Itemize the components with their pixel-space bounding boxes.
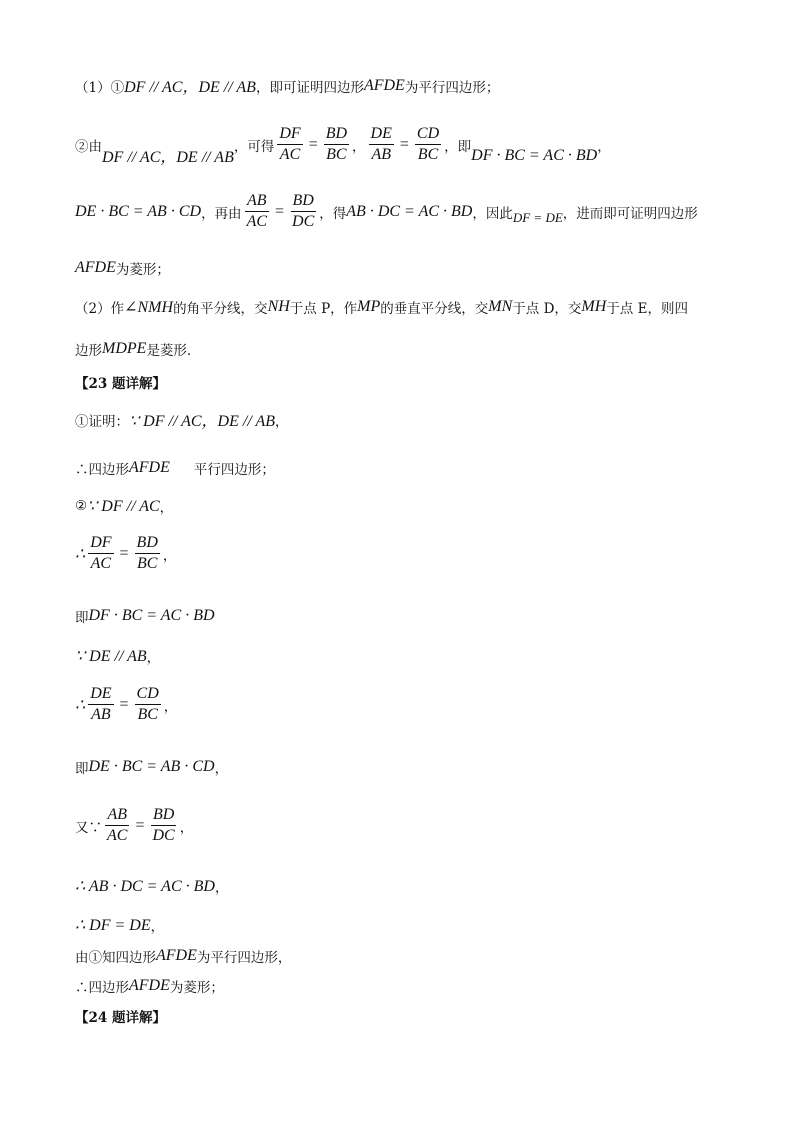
proof-line-3 [75, 496, 173, 516]
proof-line-12 [75, 946, 291, 966]
math: ∵ DF // AC，DE // AB [129, 413, 276, 430]
math: DE · BC = AB · CD [88, 758, 215, 775]
text: 又∵ [75, 819, 102, 836]
text: ， [179, 819, 194, 836]
fraction: $\frac{AB}{AC}$ [107, 806, 128, 844]
fraction: $\frac{BD}{BC}$ [136, 534, 158, 572]
math: MN [488, 298, 513, 315]
text: 的角平分线，交 [173, 301, 268, 317]
fraction: $\frac{AB}{AC}$ [246, 192, 268, 230]
proof-line-10 [75, 876, 228, 896]
text: ， [159, 500, 174, 516]
text: ，得 [319, 205, 347, 222]
math: MDPE [102, 340, 147, 357]
text: 即 [75, 610, 89, 626]
proof-line-8 [75, 757, 228, 777]
text: 的垂直平分线，交 [380, 301, 489, 317]
text: ，即可证明四边形 [255, 79, 364, 96]
fraction: $\frac{DE}{AB}$ [90, 685, 112, 723]
text: 为菱形； [169, 980, 224, 996]
proof-line-4: ∴ $\frac{DF}{AC}$ = $\frac{BD}{BC}$ ， [75, 534, 177, 572]
text: ， [214, 761, 229, 777]
text: ，因此 [472, 205, 513, 222]
text: ② [75, 498, 88, 514]
text: ， [163, 698, 178, 715]
text: ∴四边形 [75, 980, 129, 996]
proof-line-11 [75, 915, 164, 935]
text: ， [275, 413, 289, 430]
proof-line-2 [75, 458, 275, 478]
text: ， [162, 547, 177, 564]
math: DF // AC，DE // AB [124, 79, 256, 96]
math: AFDE [363, 76, 405, 94]
proof-line-5 [75, 606, 215, 626]
text: ， [150, 919, 165, 935]
text: ∴四边形 [75, 462, 129, 478]
text: 由①知四边形 [75, 950, 156, 966]
fraction: $\frac{BD}{BC}$ [325, 125, 348, 163]
proof-line-6 [75, 646, 160, 666]
text: ，进而即可证明四边形 [562, 205, 698, 222]
text: ， [146, 650, 161, 666]
fraction: $\frac{DF}{AC}$ [279, 125, 301, 163]
math: AFDE [129, 459, 170, 476]
proof-line-1 [75, 408, 289, 431]
math: ∴ [75, 696, 86, 714]
text: （2）作 [75, 301, 125, 317]
math: DE · BC = AB · CD [75, 202, 202, 220]
text: 为菱形； [115, 262, 170, 278]
proof-line-7: ∴ $\frac{DE}{AB}$ = $\frac{CD}{BC}$ ， [75, 685, 178, 723]
text: ①证明： [75, 413, 129, 430]
math: AFDE [129, 977, 170, 994]
section-24-heading: 【24 题详解】 [75, 1010, 166, 1026]
text: ， [597, 138, 611, 155]
math: DF · BC = AC · BD [88, 607, 215, 624]
fraction: $\frac{DF}{AC}$ [90, 534, 112, 572]
section-23-heading: 【23 题详解】 [75, 376, 166, 392]
text: ②由 [75, 138, 102, 155]
text: ，即 [444, 138, 472, 155]
text: 为平行四边形； [404, 79, 500, 96]
math: MP [357, 298, 381, 315]
fraction: $\frac{BD}{DC}$ [292, 192, 315, 230]
analysis-line-6 [75, 339, 191, 359]
text: 是菱形. [146, 343, 192, 359]
math: DF = DE [512, 209, 563, 225]
text: 于点 P，作 [289, 301, 358, 317]
analysis-line-3: DE · BC = AB · CD ，再由 $\frac{AB}{AC}$ = $\frac{BD}{DC}$ ，得 AB · DC = AC · BD ，因此 DF = DE ，进而即可证明四边形 [75, 192, 698, 230]
math: AB · DC = AC · BD [346, 202, 473, 220]
text: 平行四边形； [193, 462, 275, 478]
math: ∴ DF = DE [75, 917, 151, 934]
fraction: $\frac{CD}{BC}$ [136, 685, 159, 723]
analysis-line-5 [75, 297, 688, 317]
proof-line-13 [75, 976, 224, 996]
analysis-line-4 [75, 258, 170, 278]
math: ∴ AB · DC = AC · BD [75, 878, 215, 895]
math: ∠NMH [124, 299, 174, 316]
math: AFDE [156, 947, 197, 964]
analysis-line-1 [75, 74, 499, 97]
text: 为平行四边形， [196, 950, 292, 966]
text: ， [352, 138, 366, 155]
text: ，可得 [233, 138, 275, 155]
math: NH [267, 298, 290, 315]
text: 于点 E，则四 [606, 301, 688, 317]
text: （1）① [75, 79, 125, 96]
text: ， [214, 880, 229, 896]
math: ∵ DF // AC [87, 498, 160, 515]
fraction: $\frac{BD}{DC}$ [152, 806, 175, 844]
text: 于点 D，交 [512, 301, 582, 317]
math: DF // AC，DE // AB [102, 149, 234, 166]
math: DF · BC = AC · BD [471, 146, 598, 164]
fraction: $\frac{CD}{BC}$ [416, 125, 440, 163]
math: ∵ DE // AB [75, 648, 147, 665]
text: ，再由 [201, 205, 242, 222]
proof-line-9: 又∵ $\frac{AB}{AC}$ = $\frac{BD}{DC}$ ， [75, 806, 194, 844]
fraction: $\frac{DE}{AB}$ [370, 125, 392, 163]
text: 即 [75, 761, 89, 777]
math: MH [581, 298, 607, 315]
math: ∴ [75, 545, 86, 563]
text: 边形 [75, 343, 102, 359]
math: AFDE [75, 259, 116, 276]
analysis-line-2: ②由 DF // AC，DE // AB ，可得 $\frac{DF}{AC}$ = $\frac{BD}{BC}$ ， $\frac{DE}{AB}$ = $\frac{CD}{BC}$ ，即 DF · BC = AC · BD ， [75, 125, 611, 166]
